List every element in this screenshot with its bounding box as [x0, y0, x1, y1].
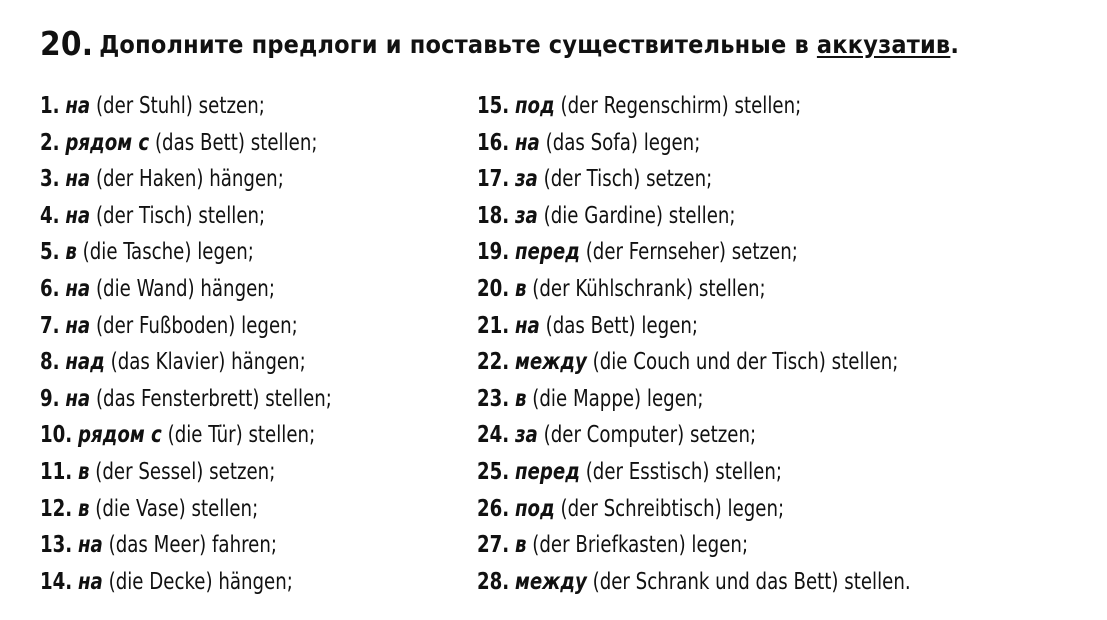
exercise-number: 20. [40, 24, 94, 63]
item-preposition: над [65, 347, 105, 376]
exercise-item [477, 270, 911, 307]
items-left-column [40, 87, 379, 599]
item-preposition: за [514, 420, 538, 449]
item-phrase: (der Schreibtisch) legen; [560, 493, 785, 522]
exercise-item [477, 563, 911, 600]
item-number: 15. [477, 91, 510, 119]
exercise-item [477, 453, 911, 490]
item-number: 20. [477, 273, 510, 302]
exercise-item [477, 124, 911, 161]
item-preposition: рядом с [77, 420, 162, 449]
item-number: 3. [40, 164, 60, 193]
exercise-item [40, 87, 332, 124]
item-phrase: (der Kühlschrank) stellen; [532, 273, 766, 302]
exercise-item [477, 197, 911, 234]
item-phrase: (die Gardine) stellen; [543, 200, 736, 229]
item-number: 5. [40, 237, 60, 266]
item-number: 22. [477, 347, 510, 376]
item-number: 1. [40, 91, 60, 119]
item-phrase: (das Bett) stellen; [154, 127, 318, 156]
item-phrase: (der Regenschirm) stellen; [560, 91, 802, 119]
item-phrase: (der Sessel) setzen; [95, 456, 276, 485]
item-number: 9. [40, 383, 60, 412]
item-preposition: за [514, 200, 538, 229]
item-phrase: (der Fernseher) setzen; [585, 237, 798, 266]
exercise-item [40, 124, 332, 161]
item-phrase: (das Meer) fahren; [108, 530, 277, 559]
exercise-item [40, 490, 332, 527]
item-phrase: (das Klavier) hängen; [110, 347, 306, 376]
item-phrase: (der Briefkasten) legen; [532, 530, 749, 559]
item-phrase: (die Couch und der Tisch) stellen; [592, 347, 899, 376]
exercise-item [477, 416, 911, 453]
exercise-item [40, 416, 332, 453]
exercise-item [477, 87, 911, 124]
item-number: 7. [40, 310, 60, 339]
item-number: 8. [40, 347, 60, 376]
item-preposition: в [514, 530, 527, 559]
item-number: 19. [477, 237, 510, 266]
item-preposition: под [514, 493, 555, 522]
item-number: 2. [40, 127, 60, 156]
item-preposition: на [77, 530, 103, 559]
exercise-item [477, 160, 911, 197]
item-phrase: (die Decke) hängen; [108, 566, 293, 595]
item-number: 27. [477, 530, 510, 559]
exercise-item [477, 526, 911, 563]
item-preposition: перед [514, 237, 580, 266]
item-phrase: (das Bett) legen; [545, 310, 699, 339]
item-phrase: (die Mappe) legen; [532, 383, 704, 412]
item-preposition: на [65, 164, 91, 193]
item-preposition: рядом с [65, 127, 150, 156]
item-phrase: (der Tisch) stellen; [95, 200, 266, 229]
exercise-item [477, 307, 911, 344]
item-preposition: на [65, 200, 91, 229]
exercise-item [40, 453, 332, 490]
item-preposition: в [514, 383, 527, 412]
item-phrase: (der Tisch) setzen; [543, 164, 713, 193]
exercise-item [40, 270, 332, 307]
item-number: 25. [477, 456, 510, 485]
exercise-item [40, 343, 332, 380]
exercise-title [40, 24, 959, 63]
title-end: . [950, 30, 960, 59]
item-phrase: (der Computer) setzen; [543, 420, 757, 449]
exercise-item [477, 233, 911, 270]
item-number: 26. [477, 493, 510, 522]
exercise-item [40, 233, 332, 270]
item-number: 14. [40, 566, 73, 595]
item-preposition: на [65, 383, 91, 412]
exercise-item [477, 490, 911, 527]
exercise-item [40, 160, 332, 197]
exercise-item [40, 307, 332, 344]
item-preposition: между [514, 347, 587, 376]
item-number: 12. [40, 493, 73, 522]
item-preposition: под [514, 91, 555, 119]
item-phrase: (das Fensterbrett) stellen; [95, 383, 332, 412]
exercise-item [477, 380, 911, 417]
item-preposition: в [77, 456, 90, 485]
item-preposition: на [77, 566, 103, 595]
item-phrase: (das Sofa) legen; [545, 127, 701, 156]
exercise-item [40, 563, 332, 600]
item-preposition: на [65, 273, 91, 302]
item-preposition: в [65, 237, 77, 266]
item-phrase: (die Wand) hängen; [95, 273, 275, 302]
item-number: 21. [477, 310, 510, 339]
item-number: 18. [477, 200, 510, 229]
item-preposition: на [65, 91, 91, 119]
item-preposition: за [514, 164, 538, 193]
item-phrase: (die Vase) stellen; [95, 493, 259, 522]
title-text: Дополните предлоги и поставьте существительные в [99, 30, 817, 59]
exercise-item [40, 380, 332, 417]
item-preposition: на [514, 127, 540, 156]
item-number: 16. [477, 127, 510, 156]
exercise-item [40, 526, 332, 563]
item-phrase: (der Haken) hängen; [95, 164, 284, 193]
exercise-item [40, 197, 332, 234]
item-number: 28. [477, 566, 510, 595]
item-phrase: (die Tür) stellen; [167, 420, 316, 449]
item-number: 23. [477, 383, 510, 412]
title-highlight: аккузатив [816, 30, 951, 59]
item-preposition: перед [514, 456, 580, 485]
item-phrase: (der Stuhl) setzen; [95, 91, 265, 119]
item-phrase: (die Tasche) legen; [82, 237, 254, 266]
item-phrase: (der Schrank und das Bett) stellen. [592, 566, 911, 595]
item-number: 11. [40, 456, 73, 485]
item-preposition: между [514, 566, 587, 595]
item-number: 6. [40, 273, 60, 302]
item-preposition: на [65, 310, 91, 339]
exercise-item [477, 343, 911, 380]
item-phrase: (der Fußboden) legen; [95, 310, 298, 339]
item-number: 17. [477, 164, 510, 193]
item-preposition: на [514, 310, 540, 339]
item-number: 10. [40, 420, 73, 449]
item-number: 13. [40, 530, 73, 559]
item-number: 24. [477, 420, 510, 449]
item-preposition: в [514, 273, 527, 302]
item-number: 4. [40, 200, 60, 229]
item-phrase: (der Esstisch) stellen; [585, 456, 783, 485]
item-preposition: в [77, 493, 90, 522]
items-right-column [477, 87, 981, 599]
